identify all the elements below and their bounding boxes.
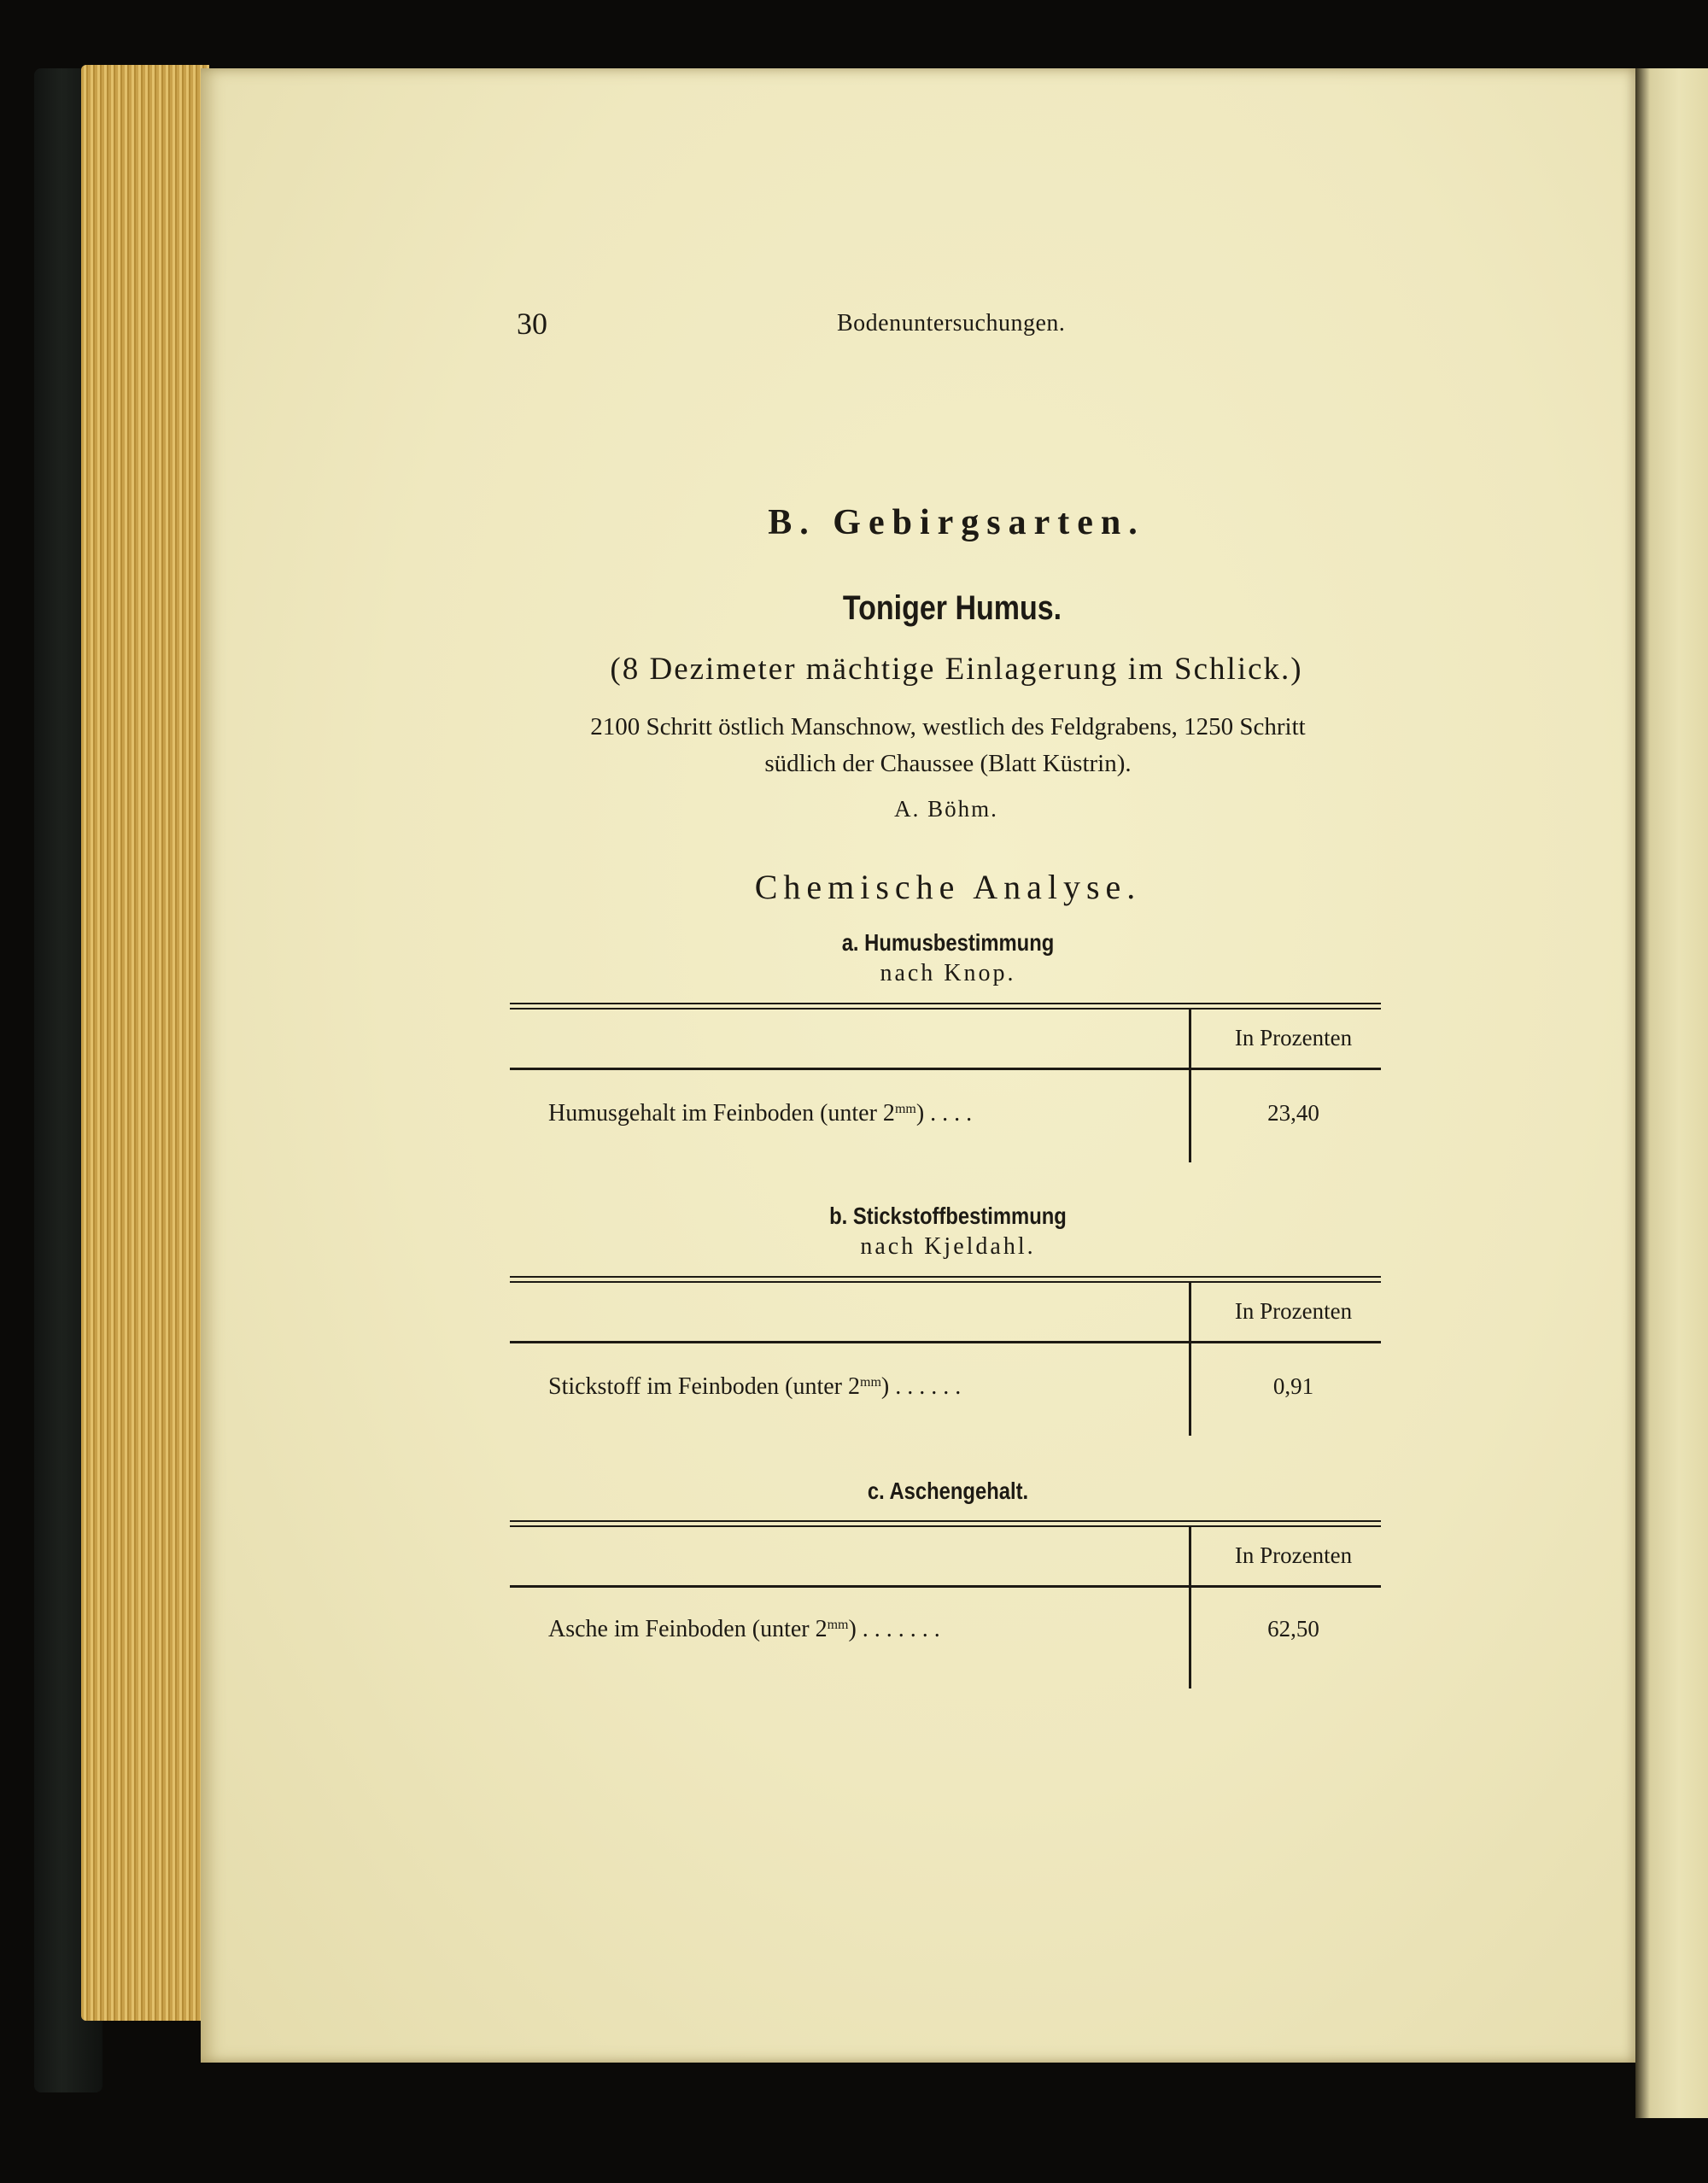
column-header: In Prozenten [1234, 1298, 1353, 1324]
page-number: 30 [517, 307, 547, 341]
column-header: In Prozenten [1234, 1025, 1353, 1051]
analysis-title: Chemische Analyse. [754, 868, 1142, 906]
humus-table [510, 1003, 1381, 1165]
table-row-label: Stickstoff im Feinboden (unter $2^{mm}$) . . . . . . [548, 1373, 962, 1400]
table-c-heading: c. Aschengehalt. [867, 1478, 1029, 1504]
table-row-value: 23,40 [1267, 1100, 1319, 1126]
page-edges [81, 65, 209, 2021]
column-header: In Prozenten [1234, 1542, 1353, 1568]
section-title: B. Gebirgsarten. [768, 503, 1145, 542]
facing-page [1635, 68, 1708, 2118]
table-b-heading: b. Stickstoffbestimmung [829, 1203, 1067, 1229]
page-title: Toniger Humus. [842, 589, 1062, 627]
location-line-1: 2100 Schritt östlich Manschnow, westlich des Feldgrabens, 1250 Schritt [590, 713, 1306, 740]
nitrogen-table [510, 1276, 1381, 1438]
table-a-method: nach Knop. [880, 960, 1016, 986]
location-description [508, 709, 1388, 782]
location-line-2: südlich der Chaussee (Blatt Küstrin). [764, 750, 1132, 777]
table-row-label: Humusgehalt im Feinboden (unter $2^{mm}$) . . . . [548, 1100, 973, 1127]
author: A. Böhm. [894, 796, 998, 822]
running-head: Bodenuntersuchungen. [837, 310, 1066, 337]
table-b-method: nach Kjeldahl. [860, 1233, 1036, 1260]
table-a-heading: a. Humusbestimmung [841, 929, 1055, 956]
subtitle: (8 Dezimeter mächtige Einlagerung im Schlick.) [610, 652, 1303, 687]
table-row-value: 62,50 [1267, 1616, 1319, 1642]
table-row-value: 0,91 [1272, 1373, 1314, 1399]
ash-table [510, 1520, 1381, 1691]
table-row-label: Asche im Feinboden (unter $2^{mm}$) . . . . . . . [548, 1616, 940, 1642]
